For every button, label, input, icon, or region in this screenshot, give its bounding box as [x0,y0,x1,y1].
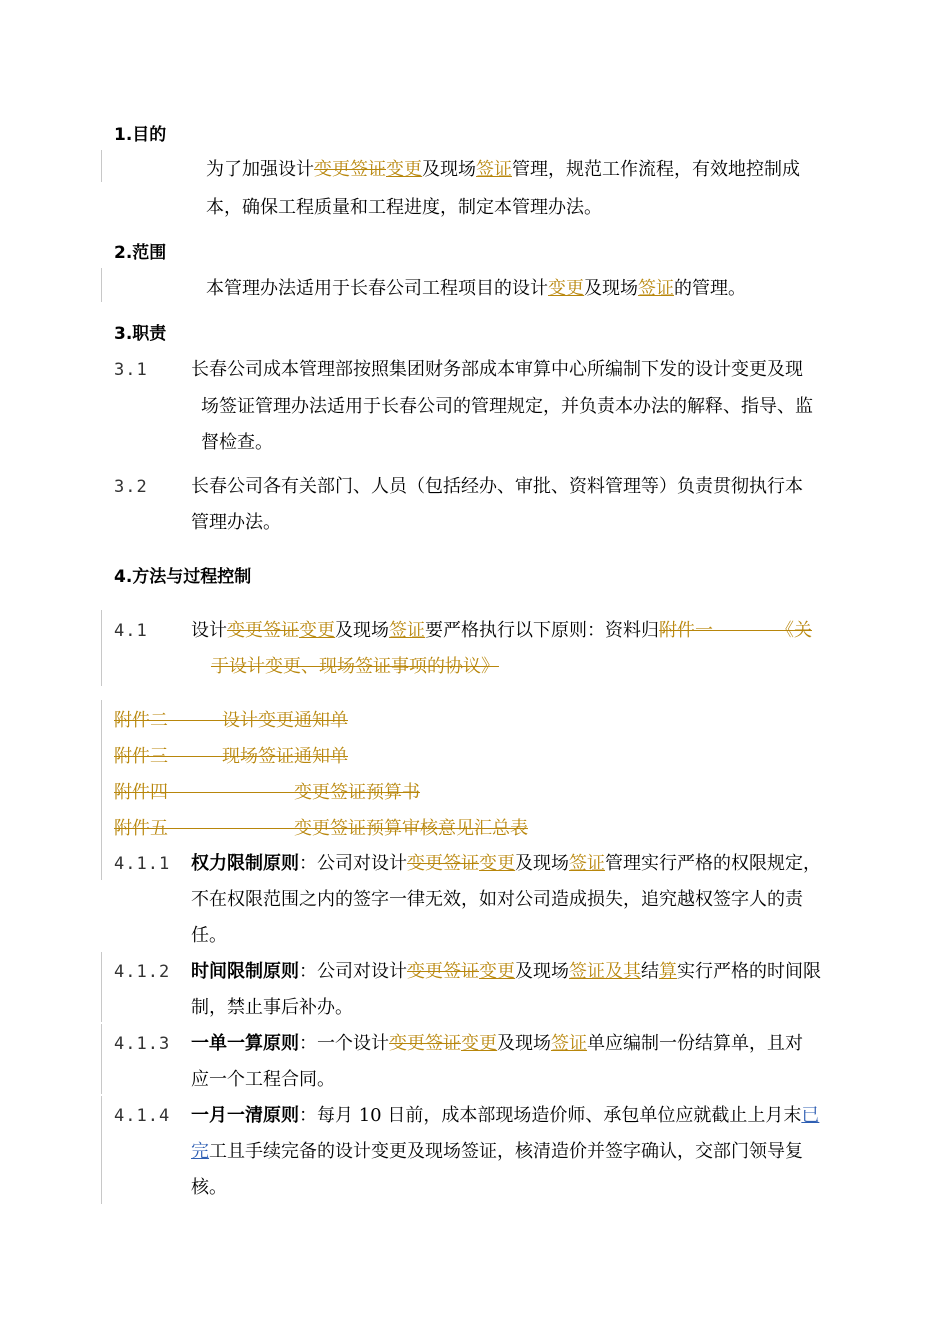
deleted-attachment-3: 附件三 现场签证通知单 [114,746,348,767]
section-heading-method: 4.方法与过程控制 [114,567,252,587]
inserted-text: 签证 [476,159,512,180]
deleted-text: 变更签证 [407,853,479,874]
item-4-1-1-line3: 任。 [191,925,227,946]
item-4-1-1-line1: 权力限制原则：公司对设计变更签证变更及现场签证管理实行严格的权限规定， [191,853,821,874]
inserted-text: 变更 [479,961,515,982]
paragraph-scope: 本管理办法适用于长春公司工程项目的设计变更及现场签证的管理。 [206,278,746,299]
item-4-1-2-line2: 制，禁止事后补办。 [191,997,353,1018]
deleted-text: 变更签证 [314,159,386,180]
paragraph-purpose-line2: 本，确保工程质量和工程进度，制定本管理办法。 [206,197,602,218]
deleted-text: 变更签证 [407,961,479,982]
inserted-text: 已 [801,1105,820,1126]
item-3-2-line1: 长春公司各有关部门、人员（包括经办、审批、资料管理等）负责贯彻执行本 [191,476,803,497]
item-number: 4.1 [114,621,148,641]
inserted-text: 完 [191,1141,209,1162]
item-4-1-line1: 设计变更签证变更及现场签证要严格执行以下原则：资料归附件一 《关 [191,620,812,641]
item-4-1-4-line3: 核。 [191,1177,227,1198]
inserted-text: 变更 [461,1033,497,1054]
change-bar [101,1024,102,1094]
inserted-text: 变更 [479,853,515,874]
inserted-text: 签证 [569,853,605,874]
deleted-attachment-5: 附件五 变更签证预算审核意见汇总表 [114,818,528,839]
deleted-text: 变更签证 [227,620,299,641]
item-number: 3.2 [114,477,148,497]
inserted-text: 签证 [389,620,425,641]
item-4-1-line2 [211,655,499,679]
item-number: 3.1 [114,360,148,380]
item-4-1-4-line2: 完工且手续完备的设计变更及现场签证，核清造价并签字确认，交部门领导复 [191,1141,803,1162]
inserted-text: 变更 [386,159,422,180]
inserted-text: 算 [659,961,677,982]
paragraph-purpose-line1: 为了加强设计变更签证变更及现场签证管理，规范工作流程，有效地控制成 [206,159,800,180]
item-3-2-line2: 管理办法。 [191,512,281,533]
change-bar [101,610,102,686]
item-4-1-4-line1: 一月一清原则：每月 10 日前，成本部现场造价师、承包单位应就截止上月末已 [191,1105,820,1126]
change-bar [101,952,102,1022]
change-bar [101,150,102,182]
change-bar [101,268,102,302]
deleted-text: 变更签证 [389,1033,461,1054]
item-4-1-2-line1: 时间限制原则：公司对设计变更签证变更及现场签证及其结算实行严格的时间限 [191,961,821,982]
inserted-text: 签证 [551,1033,587,1054]
deleted-text: 于设计变更、现场签证事项的协议》 [211,656,499,677]
item-3-1-line3: 督检查。 [201,432,273,453]
section-heading-responsibility: 3.职责 [114,324,167,344]
item-number: 4.1.1 [114,854,171,874]
change-bar [101,1096,102,1204]
item-4-1-3-line2: 应一个工程合同。 [191,1069,335,1090]
item-number: 4.1.4 [114,1106,171,1126]
item-4-1-1-line2: 不在权限范围之内的签字一律无效，如对公司造成损失，追究越权签字人的责 [191,889,803,910]
deleted-text: 附件一 《关 [659,620,812,641]
section-heading-purpose: 1.目的 [114,125,167,145]
item-number: 4.1.2 [114,962,171,982]
change-bar [101,700,102,880]
deleted-attachment-4: 附件四 变更签证预算书 [114,782,420,803]
inserted-text: 签证 [638,278,674,299]
inserted-text: 签证及其 [569,961,641,982]
item-3-1-line1: 长春公司成本管理部按照集团财务部成本审算中心所编制下发的设计变更及现 [191,359,803,380]
deleted-attachment-2: 附件二 设计变更通知单 [114,710,348,731]
item-3-1-line2: 场签证管理办法适用于长春公司的管理规定，并负责本办法的解释、指导、监 [201,396,813,417]
item-4-1-3-line1: 一单一算原则：一个设计变更签证变更及现场签证单应编制一份结算单，且对 [191,1033,803,1054]
item-number: 4.1.3 [114,1034,171,1054]
inserted-text: 变更 [548,278,584,299]
inserted-text: 变更 [299,620,335,641]
section-heading-scope: 2.范围 [114,243,167,263]
